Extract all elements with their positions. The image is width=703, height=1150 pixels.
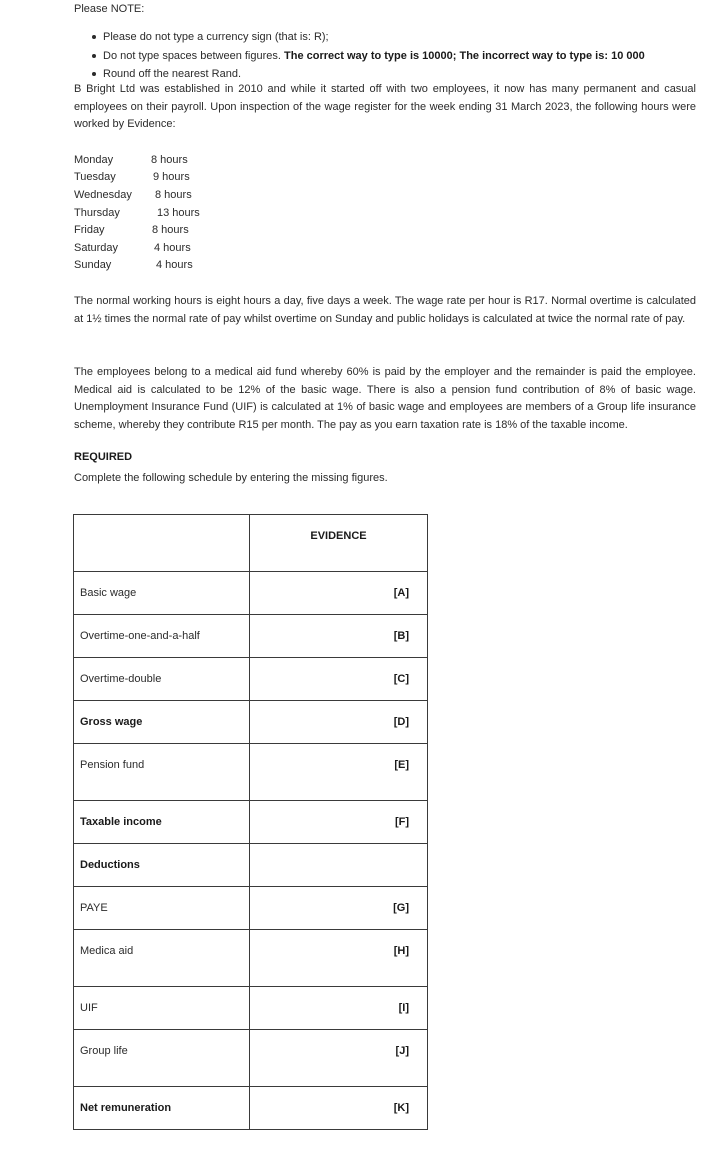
row-label: Pension fund <box>74 744 250 801</box>
hours-value: 4 hours <box>154 242 191 254</box>
table-row <box>74 887 428 930</box>
normal-hours-paragraph: The normal working hours is eight hours a day, five days a week. The wage rate per hour is R17. Normal overtime is calculated at 1½ times the normal rate of pay whilst overtime on Sunday and public holidays is calculated at twice the normal rate of pay. <box>74 295 696 325</box>
row-value: [G] <box>250 887 428 930</box>
hours-value: 9 hours <box>153 171 190 183</box>
hours-value: 8 hours <box>155 189 192 201</box>
row-label: Overtime-double <box>74 658 250 701</box>
schedule-table <box>73 514 428 1130</box>
hours-value: 8 hours <box>152 224 189 236</box>
day-label: Tuesday <box>74 171 116 183</box>
note-bullet-list <box>92 28 645 84</box>
row-value: [J] <box>250 1030 428 1087</box>
day-label: Thursday <box>74 207 120 219</box>
day-label: Sunday <box>74 259 112 271</box>
table-row <box>74 930 428 987</box>
day-label: Saturday <box>74 242 119 254</box>
day-label: Wednesday <box>74 189 132 201</box>
header-empty-cell <box>74 515 250 572</box>
note-bullet <box>92 47 645 66</box>
table-row <box>74 801 428 844</box>
table-row <box>74 987 428 1030</box>
required-heading: REQUIRED <box>74 451 133 463</box>
note-bullet-emphasis: The correct way to type is 10000; The incorrect way to type is: 10 000 <box>284 49 645 62</box>
row-label: Overtime-one-and-a-half <box>74 615 250 658</box>
hours-value: 8 hours <box>151 154 188 166</box>
note-bullet-text: Do not type spaces between figures. <box>103 49 281 62</box>
hours-value: 4 hours <box>156 259 193 271</box>
row-label: Gross wage <box>74 701 250 744</box>
row-value: [A] <box>250 572 428 615</box>
row-label: UIF <box>74 987 250 1030</box>
row-label: Basic wage <box>74 572 250 615</box>
note-bullet <box>92 28 645 47</box>
day-label: Monday <box>74 154 114 166</box>
row-value: [I] <box>250 987 428 1030</box>
column-header: EVIDENCE <box>250 515 428 572</box>
row-value: [K] <box>250 1087 428 1130</box>
note-bullet-text: Please do not type a currency sign (that is: R); <box>103 31 329 43</box>
row-value: [E] <box>250 744 428 801</box>
table-header-row <box>74 515 428 572</box>
row-value: [D] <box>250 701 428 744</box>
instruction-text: Complete the following schedule by entering the missing figures. <box>74 472 388 484</box>
table-row <box>74 572 428 615</box>
row-label: Net remuneration <box>74 1087 250 1130</box>
hours-value: 13 hours <box>157 207 200 219</box>
note-bullet-text: Round off the nearest Rand. <box>103 68 242 80</box>
row-label: Medica aid <box>74 930 250 987</box>
day-label: Friday <box>74 224 105 236</box>
table-row <box>74 658 428 701</box>
row-label: PAYE <box>74 887 250 930</box>
table-row <box>74 1030 428 1087</box>
deductions-paragraph: The employees belong to a medical aid fund whereby 60% is paid by the employer and the remainder is paid the employee. Medical aid is calculated to be 12% of the basic wage. There is also a pension fund contribution of 8% of basic wage. Unemployment Insurance Fund (UIF) is calculated at 1% of basic wage and employees are members of a Group life insurance scheme, whereby they contribute R15 per month. The pay as you earn taxation rate is 18% of the taxable income. <box>74 366 696 431</box>
row-value: [H] <box>250 930 428 987</box>
intro-paragraph: B Bright Ltd was established in 2010 and while it started off with two employees, it now has many permanent and casual employees on their payroll. Upon inspection of the wage register for the week ending 31 March 2023, the following hours were worked by Evidence: <box>74 83 696 131</box>
row-value: [C] <box>250 658 428 701</box>
row-value: [B] <box>250 615 428 658</box>
table-row <box>74 615 428 658</box>
table-row <box>74 744 428 801</box>
table-row <box>74 844 428 887</box>
row-value <box>250 844 428 887</box>
table-row <box>74 701 428 744</box>
row-label: Deductions <box>74 844 250 887</box>
row-label: Group life <box>74 1030 250 1087</box>
row-label: Taxable income <box>74 801 250 844</box>
table-row <box>74 1087 428 1130</box>
note-heading: Please NOTE: <box>74 3 145 15</box>
row-value: [F] <box>250 801 428 844</box>
